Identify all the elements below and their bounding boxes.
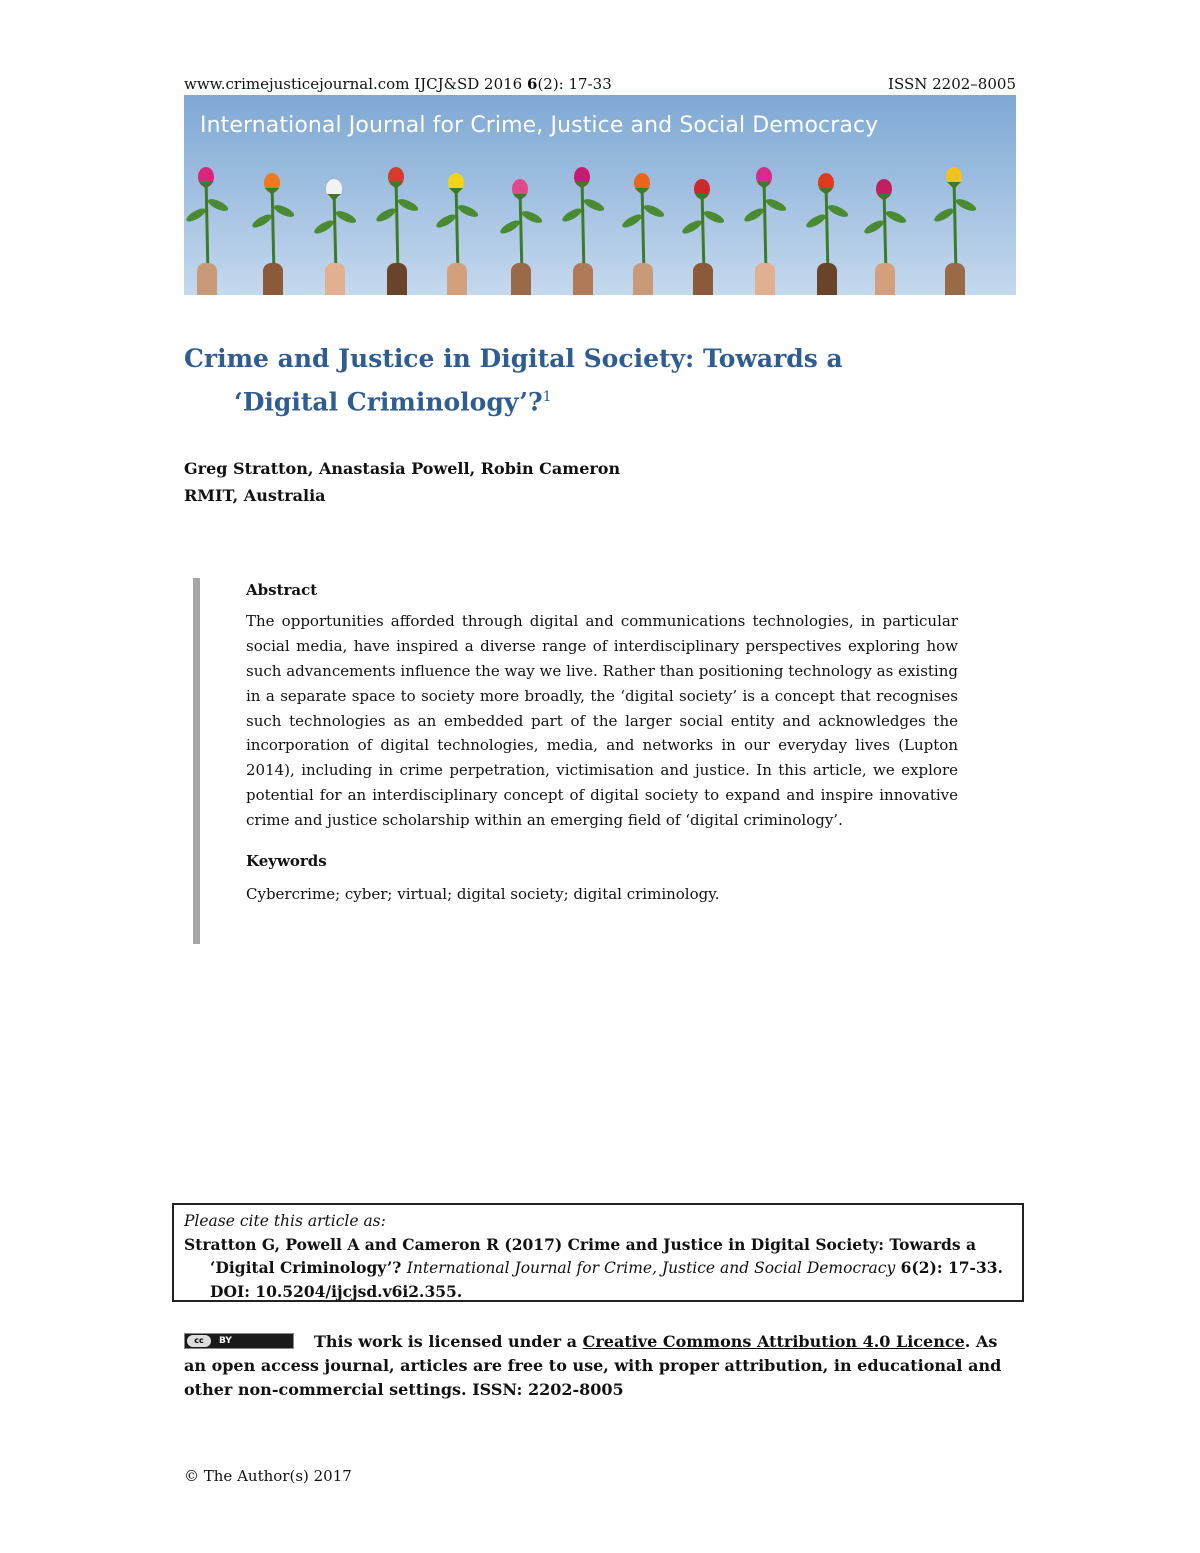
issn-header: ISSN 2202–8005	[888, 75, 1016, 93]
journal-citation-header: www.crimejusticejournal.com IJCJ&SD 2016 6(2): 17-33	[184, 75, 612, 93]
footnote-marker: 1	[542, 389, 552, 405]
citation-journal: International Journal for Crime, Justice and Social Democracy	[406, 1259, 896, 1277]
journal-banner	[184, 95, 1016, 295]
copyright-notice: © The Author(s) 2017	[184, 1467, 352, 1485]
banner-title: International Journal for Crime, Justice and Social Democracy	[200, 113, 879, 138]
authors: Greg Stratton, Anastasia Powell, Robin Cameron	[184, 459, 621, 478]
citation-label: Please cite this article as:	[184, 1212, 386, 1230]
title-line-2: ‘Digital Criminology’?$^1$	[234, 387, 552, 417]
citation-reference: Stratton G, Powell A and Cameron R (2017) Crime and Justice in Digital Society: Towards a ‘Digital Criminology’? International Journal for Crime, Justice and Social Democracy 6(2): 17-33. DOI: 10.5204/ijcjsd.v6i2.355.	[184, 1235, 1003, 1301]
keywords-list: Cybercrime; cyber; virtual; digital society; digital criminology.	[246, 884, 720, 903]
abstract-section	[246, 578, 958, 907]
cc-by-badge-icon[interactable]: cc BY	[184, 1333, 294, 1349]
keywords-heading: Keywords	[246, 852, 327, 871]
affiliation: RMIT, Australia	[184, 486, 326, 505]
running-header	[184, 75, 1016, 97]
license-link[interactable]: Creative Commons Attribution 4.0 Licence	[582, 1332, 965, 1351]
title-line-1: Crime and Justice in Digital Society: Towards a	[184, 344, 843, 373]
author-block	[184, 455, 620, 509]
abstract-sidebar-rule	[193, 578, 200, 944]
citation-box	[172, 1203, 1024, 1302]
abstract-body: The opportunities afforded through digital and communications technologies, in particular social media, have inspired a diverse range of interdisciplinary perspectives exploring how such advancements influence the way we live. Rather than positioning technology as existing in a separate space to society more broadly, the ‘digital society’ is a concept that recognises such technologies as an embedded part of the larger social entity and acknowledges the incorporation of digital technologies, media, and networks in our everyday lives (Lupton 2014), including in crime perpetration, victimisation and justice. In this article, we explore potential for an interdisciplinary concept of digital society to expand and inspire innovative crime and justice scholarship within an emerging field of ‘digital criminology’.	[246, 611, 958, 830]
abstract-heading: Abstract	[246, 581, 318, 599]
license-statement: cc BY This work is licensed under a Creative Commons Attribution 4.0 Licence. As an open access journal, articles are free to use, with proper attribution, in educational and other non-commercial settings. ISSN: 2202-8005	[184, 1332, 1002, 1399]
article-title	[184, 340, 1024, 421]
